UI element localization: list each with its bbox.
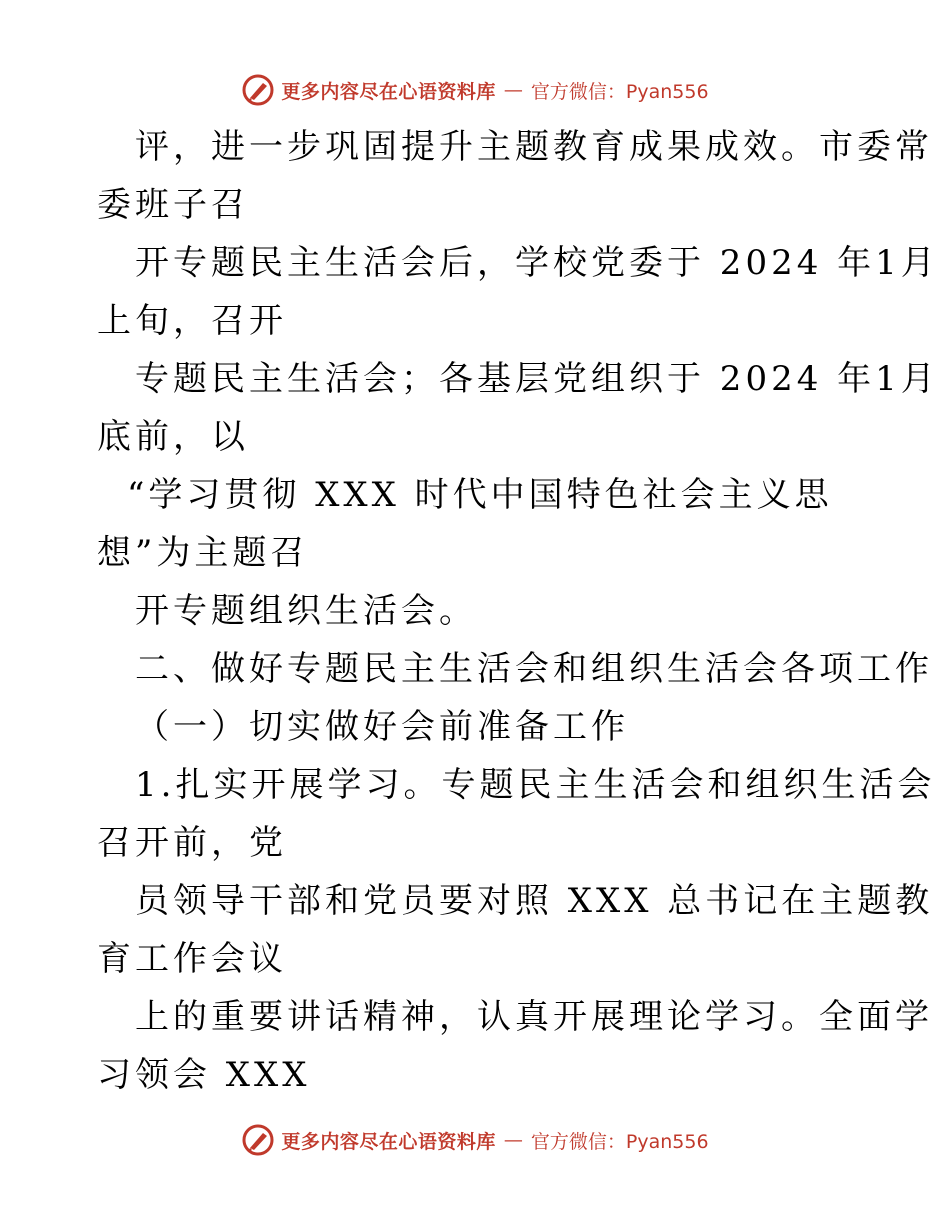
text-line: 底前，以 — [97, 417, 249, 457]
text-line: 想”为主题召 — [97, 533, 309, 573]
pen-logo-icon — [241, 1123, 275, 1157]
document-body — [97, 118, 939, 1104]
text-line: 上的重要讲话精神，认真开展理论学习。全面学 — [135, 997, 933, 1037]
text-line: 开专题民主生活会后，学校党委于 2024 年1月 — [135, 243, 939, 283]
text-line: 习领会 XXX — [97, 1055, 311, 1095]
text-line: 开专题组织生活会。 — [135, 591, 477, 631]
text-line: 召开前，党 — [97, 823, 287, 863]
text-line: 委班子召 — [97, 185, 249, 225]
text-line: 员领导干部和党员要对照 XXX 总书记在主题教 — [135, 881, 934, 921]
text-line: 1.扎实开展学习。专题民主生活会和组织生活会 — [135, 765, 936, 805]
text-line: “学习贯彻 XXX 时代中国特色社会主义思 — [127, 475, 833, 515]
watermark-contact: 官方微信：Pyan556 — [530, 1130, 709, 1153]
watermark-contact: 官方微信：Pyan556 — [530, 80, 709, 103]
section-heading: 二、做好专题民主生活会和组织生活会各项工作 — [135, 649, 933, 689]
watermark-text: 更多内容尽在心语资料库 — [281, 80, 496, 103]
watermark-text: 更多内容尽在心语资料库 — [281, 1130, 496, 1153]
pen-logo-icon — [241, 73, 275, 107]
watermark-dash: — — [503, 1129, 523, 1151]
header-watermark — [0, 70, 950, 110]
text-line: 育工作会议 — [97, 939, 287, 979]
subsection-heading: （一）切实做好会前准备工作 — [135, 707, 629, 747]
text-line: 上旬，召开 — [97, 301, 287, 341]
text-line: 专题民主生活会；各基层党组织于 2024 年1月 — [135, 359, 939, 399]
text-line: 评，进一步巩固提升主题教育成果成效。市委常 — [135, 127, 933, 167]
footer-watermark — [0, 1120, 950, 1160]
watermark-dash: — — [503, 79, 523, 101]
